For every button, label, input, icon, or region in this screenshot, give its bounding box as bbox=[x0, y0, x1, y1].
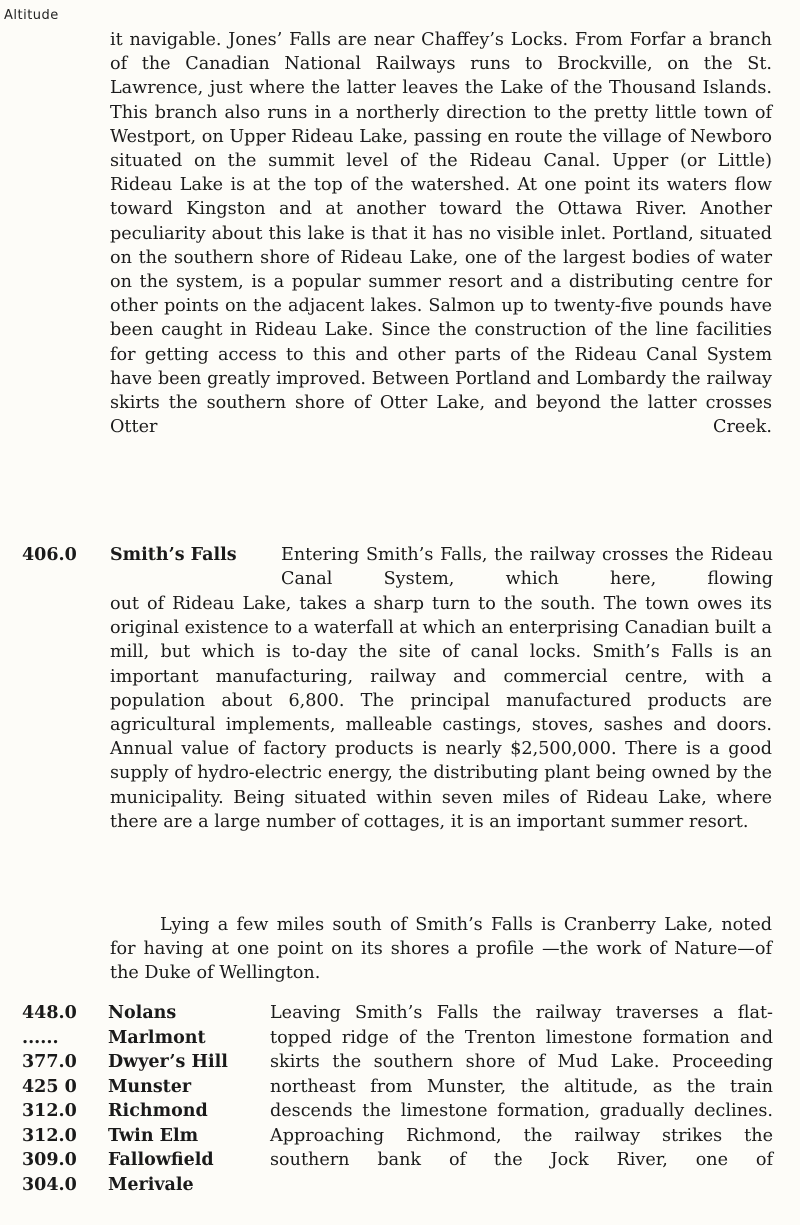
station-row bbox=[0, 1026, 270, 1051]
station-list bbox=[0, 1001, 270, 1197]
station-altitude: 425 0 bbox=[22, 1076, 77, 1097]
station-altitude: 304.0 bbox=[22, 1174, 77, 1195]
route-description-paragraph: Leaving Smith’s Falls the railway traverses a flat-topped ridge of the Trenton limestone formation and skirts the southern shore of Mud Lake. Proceeding northeast from Munster, the altitude, as the train descends the limestone formation, gradually declines. Approaching Richmond, the railway strikes the southern bank of the Jock River, one of bbox=[270, 1003, 773, 1170]
station-altitude: 448.0 bbox=[22, 1003, 77, 1023]
station-name: Merivale bbox=[108, 1174, 194, 1195]
station-name: Marlmont bbox=[108, 1027, 206, 1048]
smiths-falls-lead-text: Entering Smith’s Falls, the railway crosses the Rideau Canal System, which here, flowing bbox=[281, 545, 773, 590]
station-row bbox=[0, 1001, 270, 1026]
station-row bbox=[0, 1124, 270, 1149]
station-name: Twin Elm bbox=[108, 1125, 199, 1146]
station-name: Dwyer’s Hill bbox=[108, 1052, 228, 1072]
station-name: Munster bbox=[108, 1076, 192, 1097]
smiths-falls-paragraph: out of Rideau Lake, takes a sharp turn to the south. The town owes its original existence to a waterfall at which an enterprising Canadian built a mill, but which is to-day the site of canal locks. Smith’s Falls is an important manufacturing, railway and commercial centre, with a population about 6,800. The principal manufactured products are agricultural implements, malleable castings, stoves, sashes and doors. Annual value of factory products is nearly $2,500,000. There is a good supply of hydro-electric energy, the distributing plant being owned by the municipality. Being situated within seven miles of Rideau Lake, where there are a large number of cottages, it is an important summer resort. bbox=[110, 594, 772, 832]
altitude-column-header: Altitude bbox=[4, 8, 59, 23]
station-row bbox=[0, 1099, 270, 1124]
station-altitude: ...... bbox=[22, 1027, 59, 1048]
station-name: Nolans bbox=[108, 1003, 177, 1023]
station-altitude: 312.0 bbox=[22, 1101, 77, 1121]
station-name: Fallowfield bbox=[108, 1150, 214, 1170]
cranberry-lake-paragraph: Lying a few miles south of Smith’s Falls is Cranberry Lake, noted for having at one point on its shores a profile —the work of Nature—of the Duke of Wellington. bbox=[110, 915, 772, 984]
station-row bbox=[0, 1148, 270, 1173]
station-row bbox=[0, 1075, 270, 1100]
smiths-falls-altitude: 406.0 bbox=[22, 545, 77, 565]
station-row bbox=[0, 1173, 270, 1198]
station-altitude: 309.0 bbox=[22, 1150, 77, 1170]
station-name: Richmond bbox=[108, 1101, 208, 1121]
intro-paragraph: it navigable. Jones’ Falls are near Chaffey’s Locks. From Forfar a branch of the Canadian National Railways runs to Brockville, on the St. Lawrence, just where the latter leaves the Lake of the Thousand Islands. This branch also runs in a northerly direction to the pretty little town of Westport, on Upper Rideau Lake, passing en route the village of Newboro situated on the summit level of the Rideau Canal. Upper (or Little) Rideau Lake is at the top of the watershed. At one point its waters flow toward Kingston and at another toward the Ottawa River. Another peculiarity about this lake is that it has no visible inlet. Portland, situated on the southern shore of Rideau Lake, one of the largest bodies of water on the system, is a popular summer resort and a distributing centre for other points on the adjacent lakes. Salmon up to twenty-five pounds have been caught in Rideau Lake. Since the construction of the line facilities for getting access to this and other parts of the Rideau Canal System have been greatly improved. Between Portland and Lombardy the railway skirts the southern shore of Otter Lake, and beyond the latter crosses Otter Creek. bbox=[110, 30, 772, 438]
smiths-falls-name: Smith’s Falls bbox=[110, 545, 237, 565]
station-altitude: 377.0 bbox=[22, 1052, 77, 1072]
station-altitude: 312.0 bbox=[22, 1125, 77, 1146]
station-row bbox=[0, 1050, 270, 1075]
